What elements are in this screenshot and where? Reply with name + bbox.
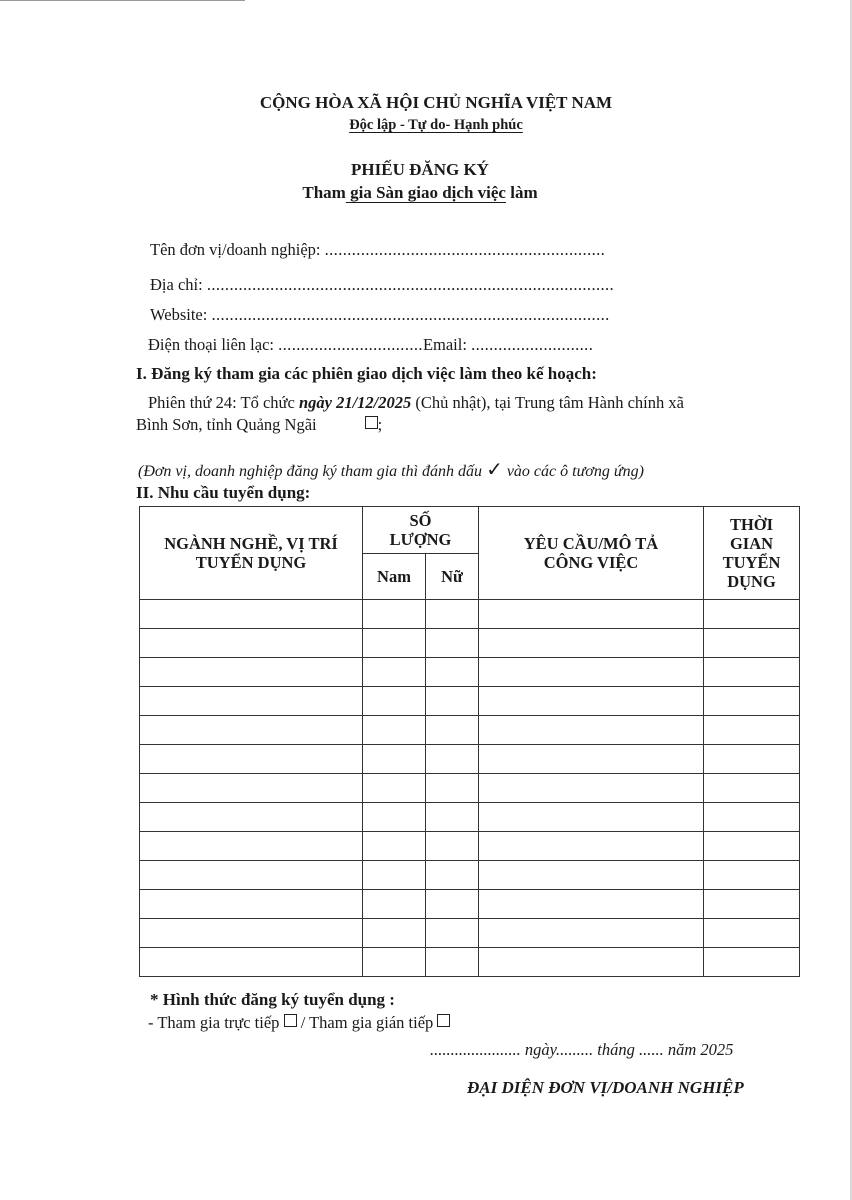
cell-male[interactable] (363, 629, 426, 658)
cell-position[interactable] (140, 832, 363, 861)
form-title: PHIẾU ĐĂNG KÝ (351, 160, 489, 179)
cell-female[interactable] (426, 948, 479, 977)
website-field[interactable] (150, 305, 610, 325)
form-subtitle (0, 183, 846, 203)
cell-requirements[interactable] (479, 803, 704, 832)
cell-female[interactable] (426, 629, 479, 658)
cell-position[interactable] (140, 629, 363, 658)
cell-requirements[interactable] (479, 948, 704, 977)
cell-time[interactable] (704, 774, 800, 803)
instruction-note (138, 457, 644, 482)
company-name-field[interactable] (150, 240, 605, 260)
cell-position[interactable] (140, 774, 363, 803)
cell-male[interactable] (363, 774, 426, 803)
cell-female[interactable] (426, 803, 479, 832)
direct-label: - Tham gia trực tiếp (148, 1013, 284, 1032)
cell-position[interactable] (140, 919, 363, 948)
cell-male[interactable] (363, 745, 426, 774)
cell-time[interactable] (704, 832, 800, 861)
registration-method-options (148, 1013, 450, 1033)
session-location (136, 415, 382, 435)
cell-female[interactable] (426, 716, 479, 745)
cell-time[interactable] (704, 745, 800, 774)
cell-male[interactable] (363, 716, 426, 745)
cell-female[interactable] (426, 861, 479, 890)
representative-label: ĐẠI DIỆN ĐƠN VỊ/DOANH NGHIỆP (467, 1078, 744, 1097)
table-row (140, 890, 800, 919)
cell-female[interactable] (426, 687, 479, 716)
cell-female[interactable] (426, 745, 479, 774)
table-row (140, 861, 800, 890)
cell-time[interactable] (704, 600, 800, 629)
phone-blank[interactable]: ................................ (278, 335, 423, 354)
address-label: Địa chỉ: (150, 275, 207, 294)
cell-male[interactable] (363, 948, 426, 977)
cell-time[interactable] (704, 658, 800, 687)
phone-label: Điện thoại liên lạc: (148, 335, 279, 354)
session-checkbox[interactable] (365, 416, 378, 429)
cell-position[interactable] (140, 861, 363, 890)
session-location-text: Bình Sơn, tỉnh Quảng Ngãi (136, 415, 317, 434)
checkmark-icon: ✓ (486, 459, 503, 481)
cell-requirements[interactable] (479, 890, 704, 919)
recruitment-table-body (140, 600, 800, 977)
header-female: Nữ (426, 554, 479, 600)
cell-male[interactable] (363, 687, 426, 716)
cell-position[interactable] (140, 745, 363, 774)
cell-time[interactable] (704, 629, 800, 658)
cell-requirements[interactable] (479, 774, 704, 803)
table-row (140, 832, 800, 861)
cell-time[interactable] (704, 948, 800, 977)
table-row (140, 716, 800, 745)
cell-time[interactable] (704, 919, 800, 948)
address-field[interactable] (150, 275, 614, 295)
header-requirements: YÊU CẦU/MÔ TẢ CÔNG VIỆC (479, 507, 704, 600)
cell-time[interactable] (704, 716, 800, 745)
cell-male[interactable] (363, 658, 426, 687)
table-row (140, 600, 800, 629)
scan-edge-top (0, 0, 245, 1)
cell-male[interactable] (363, 832, 426, 861)
cell-male[interactable] (363, 861, 426, 890)
recruitment-table (139, 506, 800, 977)
cell-female[interactable] (426, 658, 479, 687)
note-suffix: vào các ô tương ứng) (502, 463, 644, 480)
cell-female[interactable] (426, 600, 479, 629)
cell-time[interactable] (704, 861, 800, 890)
email-blank[interactable]: ........................... (471, 335, 594, 354)
website-label: Website: (150, 305, 212, 324)
cell-time[interactable] (704, 687, 800, 716)
table-row (140, 919, 800, 948)
session-end: ; (377, 415, 383, 434)
cell-requirements[interactable] (479, 832, 704, 861)
company-name-blank[interactable]: .............................................................. (324, 240, 606, 259)
table-row (140, 629, 800, 658)
cell-male[interactable] (363, 600, 426, 629)
cell-position[interactable] (140, 803, 363, 832)
form-subtitle-suffix: làm (505, 183, 538, 202)
cell-female[interactable] (426, 774, 479, 803)
direct-checkbox[interactable] (284, 1014, 297, 1027)
cell-requirements[interactable] (479, 629, 704, 658)
cell-requirements[interactable] (479, 861, 704, 890)
header-male: Nam (363, 554, 426, 600)
cell-position[interactable] (140, 687, 363, 716)
phone-email-field[interactable] (148, 335, 593, 355)
cell-male[interactable] (363, 919, 426, 948)
cell-female[interactable] (426, 832, 479, 861)
cell-position[interactable] (140, 890, 363, 919)
header-quantity: SỐ LƯỢNG (363, 507, 479, 554)
cell-position[interactable] (140, 600, 363, 629)
signature-date-line[interactable]: ...................... ngày......... tháng ...... năm 2025 (430, 1040, 734, 1059)
session-suffix: (Chủ nhật), tại Trung tâm Hành chính xã (411, 393, 684, 412)
cell-requirements[interactable] (479, 745, 704, 774)
session-description (148, 393, 684, 413)
table-row (140, 774, 800, 803)
cell-requirements[interactable] (479, 919, 704, 948)
national-title: CỘNG HÒA XÃ HỘI CHỦ NGHĨA VIỆT NAM (259, 93, 613, 112)
address-blank[interactable]: .......................................................................................... (206, 275, 615, 294)
cell-position[interactable] (140, 716, 363, 745)
registration-method-heading: * Hình thức đăng ký tuyển dụng : (150, 990, 395, 1009)
section-2-heading: II. Nhu cầu tuyển dụng: (136, 483, 311, 502)
cell-requirements[interactable] (479, 600, 704, 629)
cell-requirements[interactable] (479, 658, 704, 687)
email-label: Email: (422, 335, 472, 354)
section-1-heading: I. Đăng ký tham gia các phiên giao dịch việc làm theo kế hoạch: (136, 364, 597, 383)
table-row (140, 948, 800, 977)
cell-requirements[interactable] (479, 687, 704, 716)
cell-male[interactable] (363, 803, 426, 832)
cell-requirements[interactable] (479, 716, 704, 745)
indirect-checkbox[interactable] (437, 1014, 450, 1027)
header-position: NGÀNH NGHỀ, VỊ TRÍ TUYỂN DỤNG (140, 507, 363, 600)
cell-position[interactable] (140, 948, 363, 977)
form-subtitle-prefix: Tham (302, 183, 346, 202)
header-recruitment-time: THỜI GIAN TUYỂN DỤNG (704, 507, 800, 600)
cell-time[interactable] (704, 890, 800, 919)
table-row (140, 687, 800, 716)
table-row (140, 745, 800, 774)
cell-female[interactable] (426, 890, 479, 919)
cell-position[interactable] (140, 658, 363, 687)
session-date: ngày 21/12/2025 (298, 393, 412, 412)
note-prefix: (Đơn vị, doanh nghiệp đăng ký tham gia thì đánh dấu (138, 463, 487, 480)
cell-time[interactable] (704, 803, 800, 832)
company-name-label: Tên đơn vị/doanh nghiệp: (150, 240, 325, 259)
session-prefix: Phiên thứ 24: Tổ chức (148, 393, 299, 412)
table-row (140, 658, 800, 687)
cell-male[interactable] (363, 890, 426, 919)
indirect-label: / Tham gia gián tiếp (296, 1013, 438, 1032)
form-subtitle-underlined: gia Sàn giao dịch việc (345, 183, 506, 202)
national-motto: Độc lập - Tự do- Hạnh phúc (349, 117, 523, 133)
cell-female[interactable] (426, 919, 479, 948)
website-blank[interactable]: ........................................................................................ (211, 305, 610, 324)
table-row (140, 803, 800, 832)
